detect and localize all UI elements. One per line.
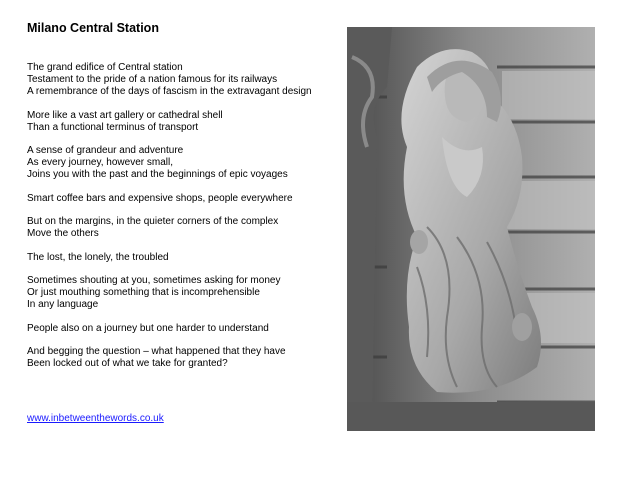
poem-line: Smart coffee bars and expensive shops, people everywhere (27, 192, 293, 204)
poem-stanza (27, 252, 327, 264)
poem-line: The lost, the lonely, the troubled (27, 251, 169, 263)
poem-stanza (27, 216, 327, 240)
poem-line: The grand edifice of Central station (27, 62, 183, 73)
statue-photo-graphic (347, 27, 595, 431)
poem-title: Milano Central Station (27, 21, 159, 35)
poem-line: Than a functional terminus of transport (27, 121, 199, 133)
poem-line: A sense of grandeur and adventure (27, 145, 184, 156)
poem-line: Move the others (27, 228, 99, 239)
poem-stanza (27, 323, 327, 335)
poem-line: Joins you with the past and the beginnings of epic voyages (27, 169, 288, 180)
poem-line: But on the margins, in the quieter corners of the complex (27, 216, 279, 227)
poem-stanza (27, 346, 327, 370)
website-link[interactable]: www.inbetweenthewords.co.uk (27, 413, 164, 424)
poem-stanza (27, 193, 327, 205)
poem-line: People also on a journey but one harder to understand (27, 322, 269, 334)
poem-stanza (27, 62, 327, 98)
statue-photo (347, 27, 595, 431)
poem-stanza (27, 275, 327, 311)
poem-line: In any language (27, 299, 99, 310)
poem-stanza (27, 145, 327, 181)
poem-line: As every journey, however small, (27, 157, 173, 168)
poem-line: Testament to the pride of a nation famous for its railways (27, 74, 278, 85)
poem-line: Sometimes shouting at you, sometimes asking for money (27, 275, 281, 286)
poem-line: Been locked out of what we take for granted? (27, 358, 228, 369)
poem-line: And begging the question – what happened that they have (27, 346, 286, 357)
poem-body (27, 62, 327, 382)
poem-line: Or just mouthing something that is incomprehensible (27, 287, 260, 298)
poem-line: A remembrance of the days of fascism in the extravagant design (27, 86, 312, 97)
poem-line: More like a vast art gallery or cathedral shell (27, 109, 223, 121)
poem-stanza (27, 110, 327, 134)
